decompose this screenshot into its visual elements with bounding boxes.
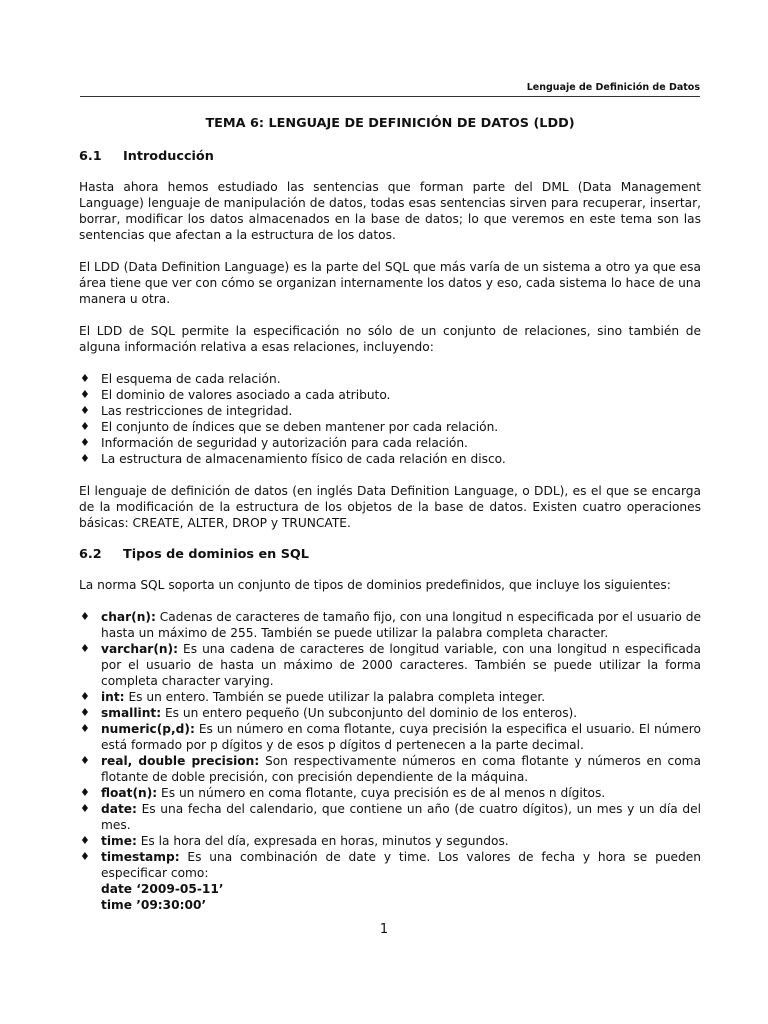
type-term: real, double precision: [101,754,260,768]
type-term: time: [101,834,137,848]
section-number: 6.1 [79,149,102,164]
list-item [79,801,701,833]
type-description: Es una fecha del calendario, que contiene un año (de cuatro dígitos), un mes y un día del mes. [101,802,701,832]
section-title: Introducción [123,149,214,164]
type-term: float(n): [101,786,158,800]
type-term: varchar(n): [101,642,179,656]
page-number: 1 [379,922,389,937]
list-item [79,721,701,753]
list-item: ♦ La estructura de almacenamiento físico de cada relación en disco. [79,451,701,467]
type-description: Es una combinación de date y time. Los valores de fecha y hora se pueden especificar como: [101,850,702,880]
ldd-features-list [79,371,701,467]
type-term: smallint: [101,706,162,720]
type-term: date: [101,802,137,816]
type-description: Es una cadena de caracteres de longitud variable, con una longitud n especificada por el usuario de hasta un máximo de 2000 caracteres. También se puede utilizar la forma completa character varying. [101,642,701,688]
type-description: Es un entero pequeño (Un subconjunto del dominio de los enteros). [164,706,578,720]
type-term: int: [101,690,125,704]
paragraph: El LDD de SQL permite la especificación no sólo de un conjunto de relaciones, sino también de alguna información relativa a esas relaciones, incluyendo: [79,324,701,354]
paragraph: Hasta ahora hemos estudiado las sentencias que forman parte del DML (Data Management Language) lenguaje de manipulación de datos, todas esas sentencias sirven para recuperar, insertar, borrar, modificar los datos almacenados en la base de datos; lo que veremos en este tema son las sentencias que afectan a la estructura de los datos. [79,180,701,242]
list-item [79,705,701,721]
sql-domain-types-list [79,609,701,913]
paragraph: El LDD (Data Definition Language) es la parte del SQL que más varía de un sistema a otro ya que esa área tiene que ver con cómo se organizan internamente los datos y eso, cada sistema lo hace de una manera u otra. [79,260,701,306]
section-title: Tipos de dominios en SQL [123,547,309,562]
paragraph: La norma SQL soporta un conjunto de tipos de dominios predefinidos, que incluye los siguientes: [79,578,671,592]
list-item: ♦ El conjunto de índices que se deben mantener por cada relación. [79,419,701,435]
running-header: Lenguaje de Definición de Datos [80,82,700,97]
section-heading-6-2 [79,547,701,563]
list-item: ♦ El esquema de cada relación. [79,371,701,387]
time-example: time ’09:30:00’ [101,898,207,912]
list-item [79,849,701,913]
chapter-title: TEMA 6: LENGUAJE DE DEFINICIÓN DE DATOS (LDD) [205,116,575,131]
list-item [79,833,701,849]
list-item [79,753,701,785]
type-description: Son respectivamente números en coma flotante y números en coma flotante de doble precisión, con precisión dependiente de la máquina. [101,754,702,784]
list-item: ♦ Las restricciones de integridad. [79,403,701,419]
type-description: Es un número en coma flotante, cuya precisión es de al menos n dígitos. [161,786,606,800]
type-term: timestamp: [101,850,180,864]
type-term: numeric(p,d): [101,722,195,736]
section-heading-6-1 [79,149,701,165]
type-description: Es un número en coma flotante, cuya precisión la especifica el usuario. El número está formado por p dígitos y de esos p dígitos d pertenecen a la parte decimal. [101,722,701,752]
list-item [79,641,701,689]
list-item [79,689,701,705]
type-description: Es un entero. También se puede utilizar la palabra completa integer. [128,690,546,704]
paragraph: El lenguaje de definición de datos (en inglés Data Definition Language, o DDL), es el que se encarga de la modificación de la estructura de los objetos de la base de datos. Existen cuatro operaciones básicas: CREATE, ALTER, DROP y TRUNCATE. [79,484,701,530]
list-item: ♦ El dominio de valores asociado a cada atributo. [79,387,701,403]
list-item [79,785,701,801]
type-term: char(n): [101,610,156,624]
type-description: Es la hora del día, expresada en horas, minutos y segundos. [140,834,509,848]
type-description: Cadenas de caracteres de tamaño fijo, con una longitud n especificada por el usuario de hasta un máximo de 255. También se puede utilizar la palabra completa character. [101,610,702,640]
list-item: ♦ Información de seguridad y autorización para cada relación. [79,435,701,451]
page-content [79,116,701,913]
section-number: 6.2 [79,547,102,562]
date-example: date ‘2009-05-11’ [101,882,224,896]
list-item [79,609,701,641]
